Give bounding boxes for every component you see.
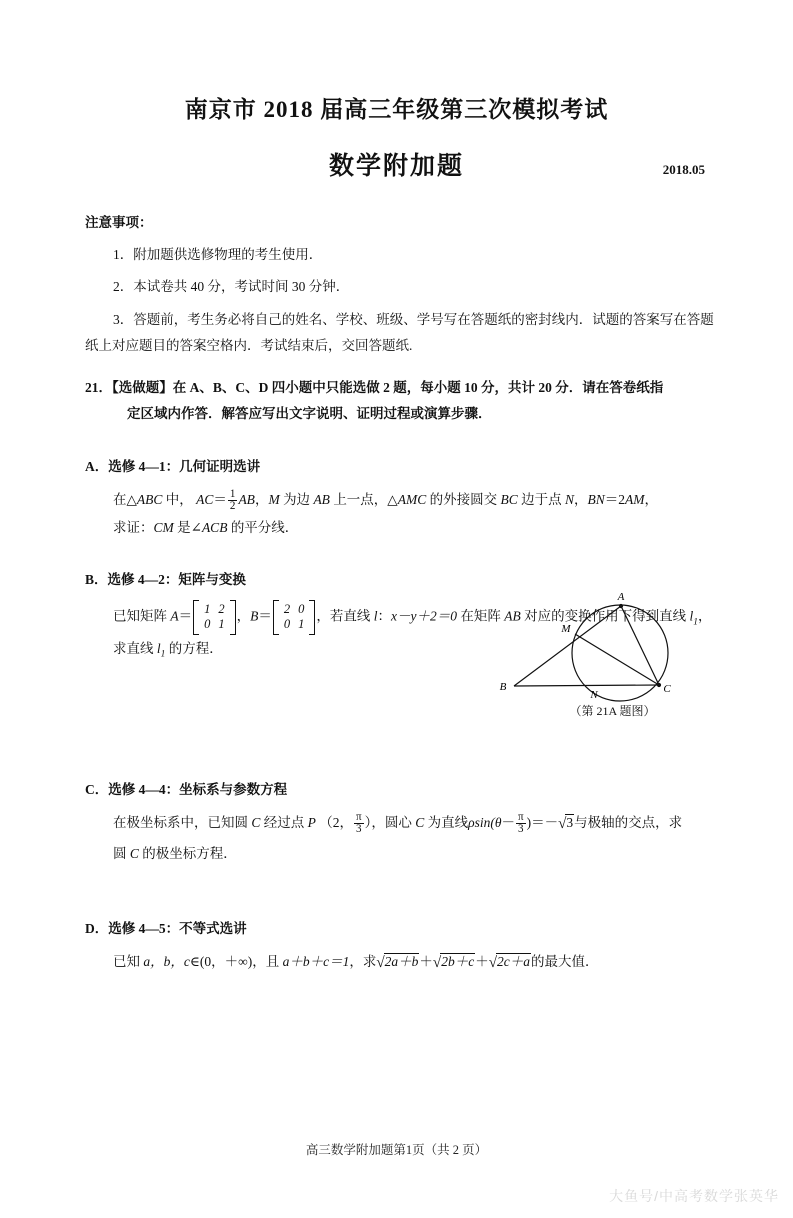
sqrt-term-3 — [489, 948, 531, 979]
line-l-equation: x－y＋2＝0 — [391, 608, 457, 624]
seg-am: AM — [625, 492, 645, 508]
part-c-body — [113, 809, 720, 868]
text-frag: 在△ — [113, 492, 137, 508]
text-frag: － — [501, 815, 515, 831]
text-frag: 是∠ — [173, 519, 202, 535]
fraction-pi-over-3-b — [516, 812, 526, 835]
matrix-a-cell-00: 1 — [204, 601, 211, 616]
radical-sign: √ — [432, 955, 442, 972]
line-l-label: l — [373, 608, 378, 624]
frac-denominator: 2 — [229, 499, 236, 512]
radical-sign: √ — [558, 816, 567, 833]
segment-bc — [514, 685, 659, 686]
text-frag: 与极轴的交点，求 — [574, 815, 683, 831]
label-m: M — [561, 623, 571, 635]
text-frag: 为直线 — [424, 815, 469, 831]
text-frag: 已知矩阵 — [113, 608, 171, 624]
text-frag: 经过点 — [260, 815, 308, 831]
notice-item-1: 1．附加题供选修物理的考生使用． — [113, 246, 323, 262]
matrix-a-label: A — [170, 608, 179, 624]
circumcircle — [572, 605, 668, 701]
part-c-line-1 — [113, 809, 720, 840]
matrix-b-cell-11: 1 — [298, 617, 305, 632]
part-a-line-2 — [113, 514, 720, 542]
text-frag: ， — [697, 608, 712, 624]
exam-page — [0, 96, 793, 1218]
text-frag: 的平分线． — [227, 519, 299, 535]
point-p-label: P — [307, 815, 316, 831]
text-frag: 对应的变换作用下得到直线 — [520, 608, 690, 624]
text-frag: ，若直线 — [316, 608, 374, 624]
point-m: M — [268, 492, 280, 508]
constraint-equation: a＋b＋c＝1 — [282, 954, 350, 970]
text-frag: 求直线 — [113, 641, 157, 656]
frac-numerator: π — [518, 811, 524, 824]
matrix-a-cell-10: 0 — [204, 617, 211, 632]
part-d-line-1 — [113, 948, 720, 979]
circle-c-label: C — [251, 815, 261, 831]
text-frag: ），圆心 — [364, 815, 416, 831]
circle-c-label-3: C — [129, 846, 139, 862]
vars-abc: a，b，c — [143, 954, 190, 970]
matrix-a — [193, 600, 236, 635]
text-frag: 已知 — [113, 954, 144, 970]
text-frag: ， — [254, 492, 269, 508]
matrix-b — [273, 600, 316, 635]
tri-amc: AMC — [397, 492, 427, 508]
vertex-c-dot — [657, 683, 661, 687]
text-frag: 的极坐标方程． — [138, 846, 237, 862]
radicand: 2c＋a — [497, 954, 530, 970]
seg-ab: AB — [238, 492, 255, 508]
text-frag: 在极坐标系中，已知圆 — [113, 815, 252, 831]
question-21-line1: 21．【选做题】在 A、B、C、D 四小题中只能选做 2 题，每小题 10 分，共计 20 分．请在答卷纸指 — [85, 380, 664, 396]
sin-symbol: sin( — [474, 815, 495, 831]
part-c-title: C．选修 4—4：坐标系与参数方程 — [85, 782, 288, 798]
matrix-a-cell-11: 1 — [218, 617, 225, 632]
label-b: B — [499, 681, 507, 693]
label-a: A — [617, 591, 625, 603]
notice-item-2: 2．本试卷共 40 分，考试时间 30 分钟． — [113, 279, 350, 295]
part-b-title: B．选修 4—2：矩阵与变换 — [85, 572, 246, 588]
part-c-line-2 — [113, 840, 720, 868]
frac-numerator: π — [356, 811, 362, 824]
text-frag: 的方程． — [165, 641, 223, 656]
text-frag: ， — [573, 492, 588, 508]
notice-heading: 注意事项： — [85, 214, 153, 230]
text-frag: ＝ — [213, 492, 227, 508]
segment-ba — [514, 606, 621, 686]
text-frag: ，求 — [349, 954, 377, 970]
seg-ab-2: AB — [313, 492, 330, 508]
text-frag: ＋ — [475, 954, 489, 970]
radical-sign: √ — [376, 955, 385, 972]
text-frag: 的最大值． — [531, 954, 599, 970]
theta-symbol: θ — [494, 815, 502, 831]
label-n: N — [590, 689, 598, 701]
line-l1-label: l — [689, 608, 694, 624]
question-21-heading — [85, 375, 720, 428]
radical-sign: √ — [488, 955, 497, 972]
text-frag: ， — [236, 608, 251, 624]
point-n: N — [564, 492, 574, 508]
text-frag: 为边 — [279, 492, 314, 508]
text-frag: 边于点 — [517, 492, 565, 508]
text-frag: ： — [377, 608, 392, 624]
text-frag: 圆 — [113, 846, 130, 862]
text-frag: 求证： — [113, 519, 154, 535]
sqrt-term-2 — [433, 948, 475, 979]
matrix-b-label: B — [250, 608, 259, 624]
watermark: 大鱼号/中高考数学张英华 — [609, 1188, 779, 1204]
vertex-a-dot — [619, 604, 623, 608]
matrix-b-cell-01: 0 — [298, 601, 305, 616]
text-frag: 中， — [162, 492, 197, 508]
rho-symbol: ρ — [468, 815, 475, 831]
seg-cm: CM — [153, 519, 174, 535]
line-l1-subscript-2: 1 — [160, 649, 166, 660]
notice-item-3: 3．答题前，考生务必将自己的姓名、学校、班级、学号写在答题纸的密封线内．试题的答案写在答题纸上对应题目的答案空格内．考试结束后，交回答题纸. — [85, 311, 714, 353]
line-l1-subscript: 1 — [693, 617, 698, 628]
text-frag: ＋ — [419, 954, 433, 970]
text-frag: 的外接圆交 — [426, 492, 501, 508]
page-title: 南京市 2018 届高三年级第三次模拟考试 — [184, 97, 609, 122]
part-a-title: A．选修 4—1：几何证明选讲 — [85, 458, 261, 474]
page-subtitle: 数学附加题 — [328, 152, 464, 180]
frac-numerator: 1 — [229, 487, 236, 500]
line-l1-label-2: l — [156, 641, 161, 656]
text-frag: ， — [644, 492, 658, 508]
matrix-a-cell-01: 2 — [218, 601, 225, 616]
seg-ac: AC — [196, 492, 214, 508]
text-frag: 在矩阵 — [457, 608, 505, 624]
angle-acb: ACB — [201, 519, 228, 535]
text-frag: ∈(0，＋∞)，且 — [189, 954, 283, 970]
seg-bn: BN — [587, 492, 605, 508]
text-frag: 上一点，△ — [329, 492, 398, 508]
figure-caption: （第 21A 题图） — [569, 704, 656, 718]
sqrt-term-1 — [376, 948, 419, 979]
text-frag: （2， — [315, 815, 354, 831]
circle-c-label-2: C — [415, 815, 425, 831]
matrix-b-cell-10: 0 — [283, 617, 291, 632]
part-d-title: D．选修 4—5：不等式选讲 — [85, 921, 247, 937]
part-a-line-1 — [113, 486, 720, 514]
radicand: 2a＋b — [384, 954, 419, 970]
matrix-ab-label: AB — [504, 608, 521, 624]
text-frag: )＝－ — [526, 815, 559, 831]
radicand: 3 — [566, 815, 574, 831]
radicand: 2b＋c — [441, 954, 475, 970]
question-21-line2: 定区域内作答．解答应写出文字说明、证明过程或演算步骤． — [127, 406, 492, 422]
seg-bc: BC — [500, 492, 518, 508]
text-frag: ＝ — [178, 608, 193, 624]
sqrt-3 — [558, 809, 574, 840]
frac-denominator: 3 — [518, 823, 524, 836]
subtitle-row — [0, 146, 793, 180]
fraction-one-half — [228, 489, 238, 512]
tri-abc: ABC — [136, 492, 163, 508]
text-frag: ＝2 — [604, 492, 625, 508]
exam-date: 2018.05 — [662, 161, 705, 177]
frac-denominator: 3 — [356, 823, 362, 836]
part-a-body — [113, 486, 720, 541]
matrix-b-cell-00: 2 — [283, 601, 291, 616]
label-c: C — [663, 683, 671, 695]
part-d-body — [113, 948, 720, 979]
page-footer: 高三数学附加题第1页（共 2 页） — [305, 1143, 488, 1157]
fraction-pi-over-3 — [354, 812, 364, 835]
text-frag: ＝ — [258, 608, 272, 624]
